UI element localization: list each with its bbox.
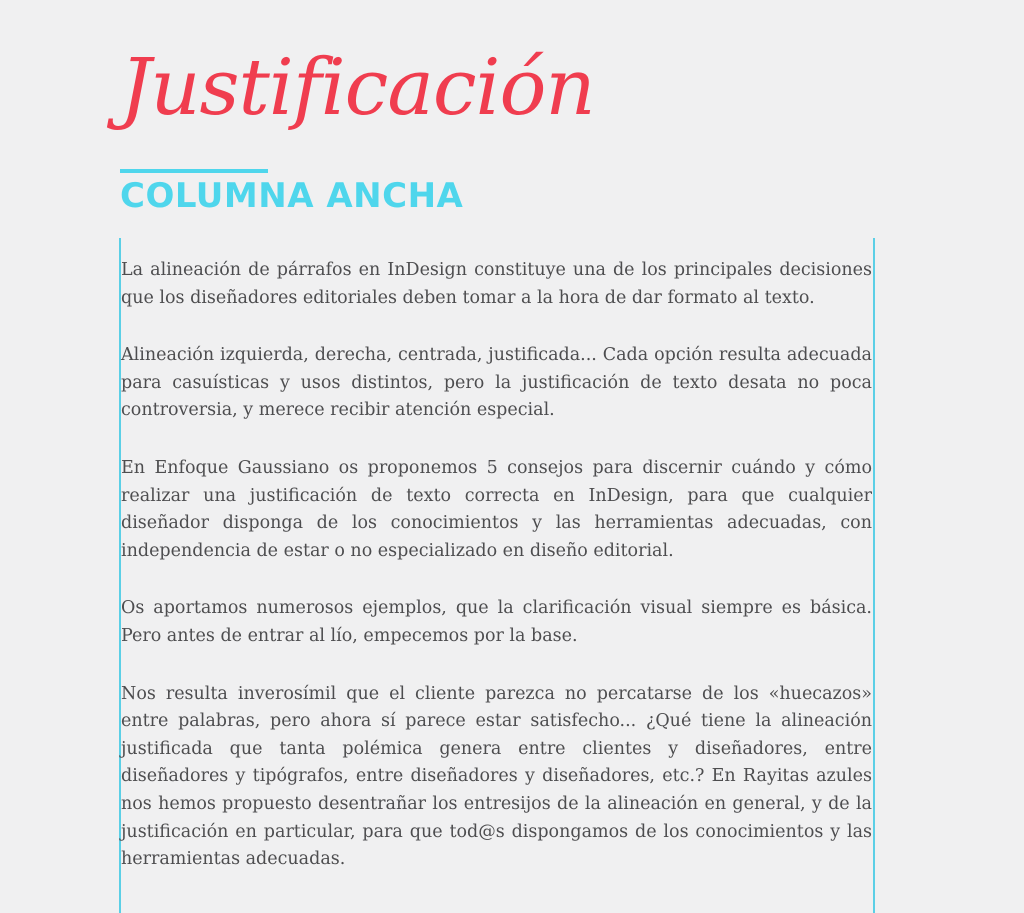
accent-rule [120, 169, 268, 173]
paragraph-5: Nos resulta inverosímil que el cliente parezca no percatarse de los «huecazos» entre palabras, pero ahora sí parece estar satisfecho... ¿Qué tiene la alineación justificada que tanta polémica genera entre clientes y diseñadores, entre diseñadores y tipógrafos, entre diseñadores y diseñadores, etc.? En Rayitas azules nos hemos propuesto desentrañar los entresijos de la alineación en general, y de la justificación en particular, para que tod@s dispongamos de los conocimientos y las herramientas adecuadas. [121, 683, 872, 870]
paragraph-2: Alineación izquierda, derecha, centrada, justificada... Cada opción resulta adecuada para casuísticas y usos distintos, pero la justificación de texto desata no poca controversia, y merece recibir atención especial. [121, 345, 872, 421]
section-subtitle: COLUMNA ANCHA [120, 176, 464, 216]
page-title: Justificación [120, 43, 595, 133]
paragraph-4: Os aportamos numerosos ejemplos, que la clarificación visual siempre es básica. Pero antes de entrar al lío, empecemos por la base. [121, 598, 872, 646]
text-column [121, 257, 872, 904]
paragraph-1: La alineación de párrafos en InDesign constituye una de los principales decisiones que los diseñadores editoriales deben tomar a la hora de dar formato al texto. [121, 260, 872, 308]
right-column-guide [873, 238, 875, 913]
paragraph-3: En Enfoque Gaussiano os proponemos 5 consejos para discernir cuándo y cómo realizar una justificación de texto correcta en InDesign, para que cualquier diseñador disponga de los conocimientos y las herramientas adecuadas, con independencia de estar o no especializado en diseño editorial. [121, 457, 872, 561]
